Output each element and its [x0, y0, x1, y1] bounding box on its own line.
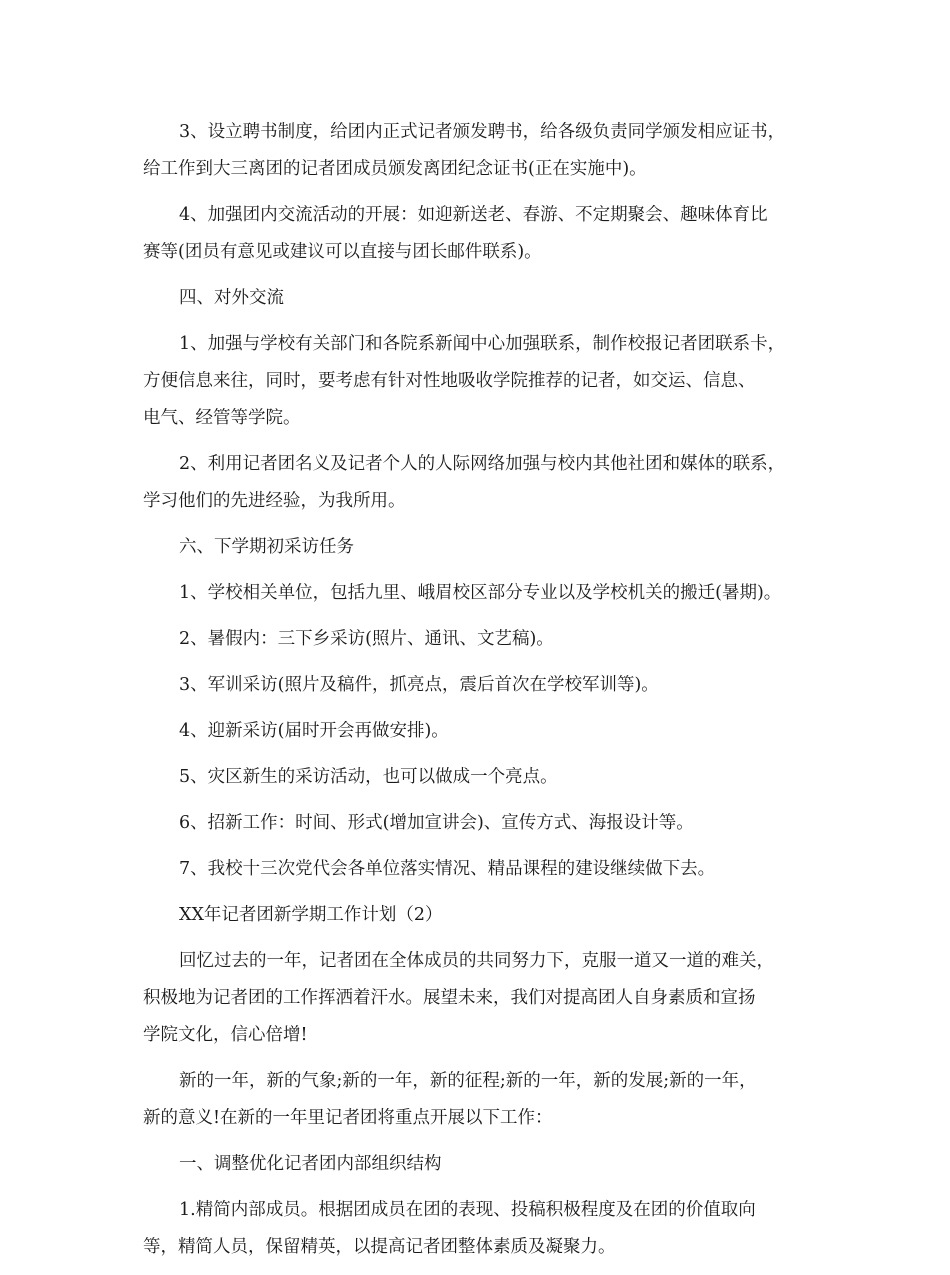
document-body	[143, 114, 823, 1275]
paragraph	[143, 621, 823, 658]
paragraph	[143, 759, 823, 796]
paragraph-line: 2、暑假内：三下乡采访(照片、通讯、文艺稿)。	[179, 629, 554, 649]
paragraph-line: 积极地为记者团的工作挥洒着汗水。展望未来，我们对提高团人自身素质和宣扬	[143, 988, 756, 1008]
paragraph	[143, 326, 823, 437]
paragraph-line: 2、利用记者团名义及记者个人的人际网络加强与校内其他社团和媒体的联系，	[179, 454, 786, 474]
paragraph-line: 方便信息来往，同时，要考虑有针对性地吸收学院推荐的记者，如交运、信息、	[143, 371, 756, 391]
paragraph-line: 4、迎新采访(届时开会再做安排)。	[179, 721, 449, 741]
paragraph	[143, 1192, 823, 1266]
paragraph-line: 电气、经管等学院。	[143, 408, 301, 428]
paragraph	[143, 805, 823, 842]
paragraph-line: 3、军训采访(照片及稿件，抓亮点，震后首次在学校军训等)。	[179, 675, 659, 695]
paragraph	[143, 197, 823, 271]
paragraph	[143, 280, 823, 317]
paragraph	[143, 446, 823, 520]
paragraph	[143, 897, 823, 934]
paragraph-line: 新的一年，新的气象;新的一年，新的征程;新的一年，新的发展;新的一年，	[179, 1071, 757, 1091]
paragraph	[143, 1146, 823, 1183]
paragraph	[143, 713, 823, 750]
paragraph-line: 四、对外交流	[179, 288, 284, 308]
paragraph-line: 等，精简人员，保留精英，以提高记者团整体素质及凝聚力。	[143, 1237, 616, 1257]
paragraph-line: 给工作到大三离团的记者团成员颁发离团纪念证书(正在实施中)。	[143, 159, 647, 179]
paragraph-line: 3、设立聘书制度，给团内正式记者颁发聘书，给各级负责同学颁发相应证书，	[179, 122, 786, 142]
paragraph	[143, 114, 823, 188]
paragraph	[143, 1063, 823, 1137]
paragraph-line: 1.精简内部成员。根据团成员在团的表现、投稿积极程度及在团的价值取向	[179, 1200, 756, 1220]
paragraph-line: 学习他们的先进经验，为我所用。	[143, 491, 406, 511]
paragraph-line: 回忆过去的一年，记者团在全体成员的共同努力下，克服一道又一道的难关，	[179, 951, 774, 971]
paragraph	[143, 667, 823, 704]
paragraph-line: 1、学校相关单位，包括九里、峨眉校区部分专业以及学校机关的搬迁(暑期)。	[179, 583, 782, 603]
paragraph-line: 1、加强与学校有关部门和各院系新闻中心加强联系，制作校报记者团联系卡，	[179, 334, 786, 354]
paragraph-line: 4、加强团内交流活动的开展：如迎新送老、春游、不定期聚会、趣味体育比	[179, 205, 768, 225]
paragraph-line: 7、我校十三次党代会各单位落实情况、精品课程的建设继续做下去。	[179, 859, 716, 879]
paragraph-line: 一、调整优化记者团内部组织结构	[179, 1154, 442, 1174]
paragraph-line: 6、招新工作：时间、形式(增加宣讲会)、宣传方式、海报设计等。	[179, 813, 694, 833]
paragraph-line: 5、灾区新生的采访活动，也可以做成一个亮点。	[179, 767, 558, 787]
paragraph	[143, 529, 823, 566]
paragraph-line: XX年记者团新学期工作计划（2）	[179, 905, 443, 925]
paragraph	[143, 851, 823, 888]
paragraph	[143, 943, 823, 1054]
paragraph-line: 新的意义!在新的一年里记者团将重点开展以下工作：	[143, 1108, 553, 1128]
paragraph	[143, 575, 823, 612]
paragraph-line: 学院文化，信心倍增!	[143, 1025, 308, 1045]
paragraph-line: 六、下学期初采访任务	[179, 537, 354, 557]
paragraph-line: 赛等(团员有意见或建议可以直接与团长邮件联系)。	[143, 242, 542, 262]
